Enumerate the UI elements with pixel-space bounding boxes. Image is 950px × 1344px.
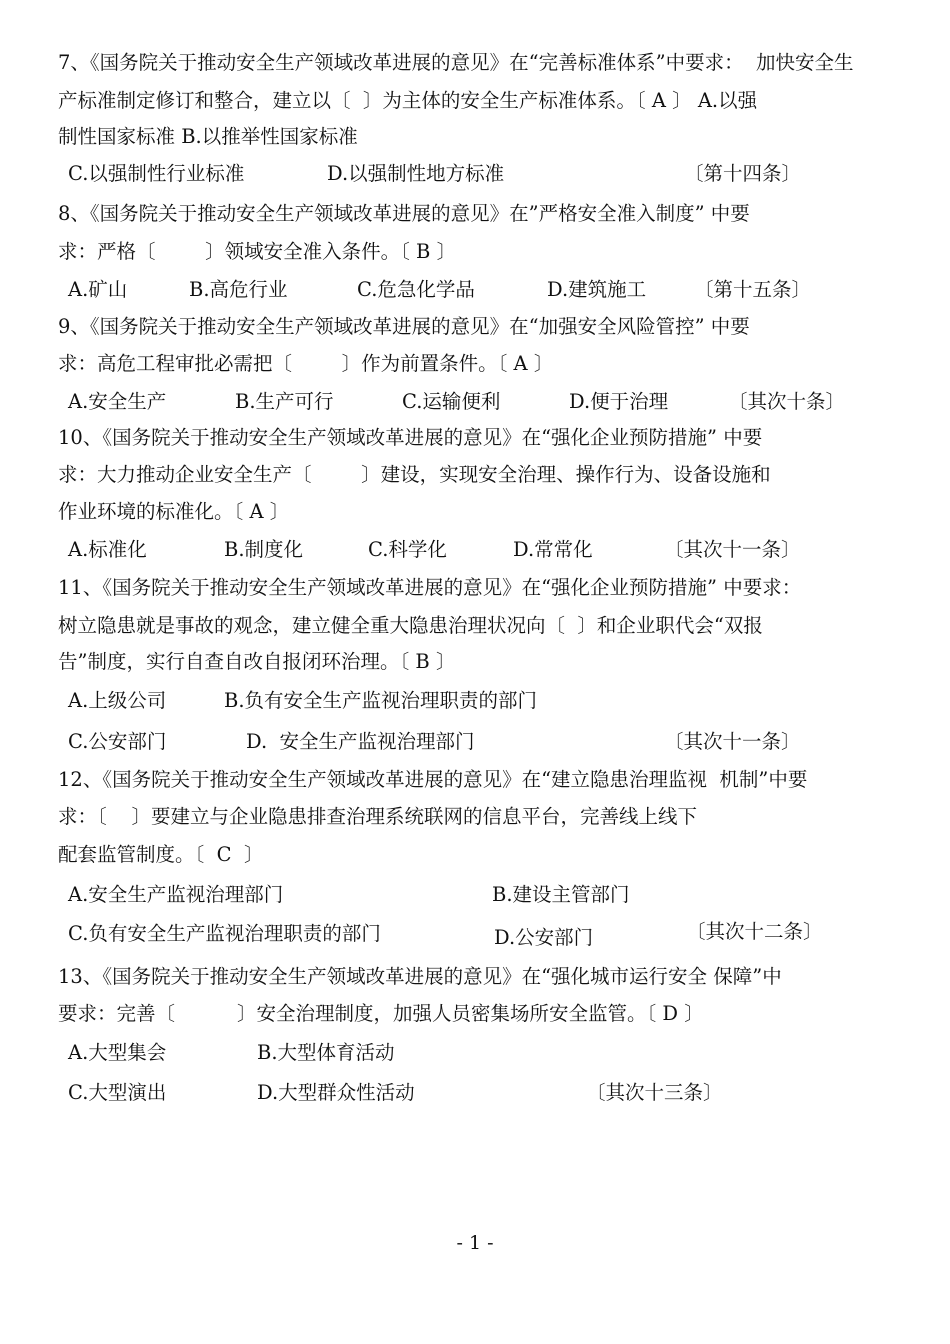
question-12-option-a: A.安全生产监视治理部门 bbox=[68, 883, 284, 906]
question-11-option-a: A.上级公司 bbox=[68, 689, 167, 712]
question-10-option-a: A.标准化 bbox=[68, 538, 147, 561]
question-12-article: 〔其次十二条〕 bbox=[686, 920, 823, 943]
question-7-line-1: 7、《国务院关于推动安全生产领域改革进展的意见》在“完善标准体系”中要求： 加快安全生 bbox=[58, 51, 854, 74]
question-10-line-1: 10、《国务院关于推动安全生产领域改革进展的意见》在“强化企业预防措施” 中要 bbox=[58, 426, 763, 449]
question-8-line-1: 8、《国务院关于推动安全生产领域改革进展的意见》在”严格安全准入制度” 中要 bbox=[58, 202, 750, 225]
question-7-option-c: C.以强制性行业标准 bbox=[68, 162, 245, 185]
question-7-line-2: 产标准制定修订和整合，建立以〔 〕为主体的安全生产标准体系。〔 A 〕 A.以强 bbox=[58, 89, 758, 112]
question-10-option-d: D.常常化 bbox=[513, 538, 593, 561]
question-13-line-2: 要求：完善〔 〕安全治理制度，加强人员密集场所安全监管。〔 D 〕 bbox=[58, 1002, 704, 1025]
question-10-article: 〔其次十一条〕 bbox=[664, 538, 801, 561]
question-8-article: 〔第十五条〕 bbox=[694, 278, 812, 301]
question-7-option-d: D.以强制性地方标准 bbox=[327, 162, 505, 185]
question-9-article: 〔其次十条〕 bbox=[728, 390, 846, 413]
question-12-line-3: 配套监管制度。〔 C 〕 bbox=[58, 843, 264, 866]
question-10-line-3: 作业环境的标准化。〔 A 〕 bbox=[58, 500, 290, 523]
question-13-option-b: B.大型体育活动 bbox=[257, 1041, 395, 1064]
question-13-option-a: A.大型集会 bbox=[68, 1041, 167, 1064]
question-9-option-c: C.运输便利 bbox=[402, 390, 501, 413]
question-8-line-2: 求：严格〔 〕领域安全准入条件。〔 B 〕 bbox=[58, 240, 457, 263]
question-9-option-d: D.便于治理 bbox=[569, 390, 669, 413]
question-9-option-b: B.生产可行 bbox=[235, 390, 334, 413]
question-9-line-1: 9、《国务院关于推动安全生产领域改革进展的意见》在“加强安全风险管控” 中要 bbox=[58, 315, 750, 338]
question-8-option-a: A.矿山 bbox=[68, 278, 128, 301]
question-12-option-d: D.公安部门 bbox=[494, 926, 594, 949]
question-7-article: 〔第十四条〕 bbox=[684, 162, 802, 185]
question-7-line-3: 制性国家标准 B.以推举性国家标准 bbox=[58, 125, 358, 148]
question-8-option-d: D.建筑施工 bbox=[547, 278, 647, 301]
question-11-article: 〔其次十一条〕 bbox=[664, 730, 801, 753]
page-number: - 1 - bbox=[456, 1232, 494, 1254]
question-11-option-c: C.公安部门 bbox=[68, 730, 167, 753]
question-11-line-1: 11、《国务院关于推动安全生产领域改革进展的意见》在“强化企业预防措施” 中要求： bbox=[58, 576, 802, 599]
question-12-line-1: 12、《国务院关于推动安全生产领域改革进展的意见》在“建立隐患治理监视 机制”中要 bbox=[58, 768, 808, 791]
question-13-article: 〔其次十三条〕 bbox=[586, 1081, 723, 1104]
question-10-option-b: B.制度化 bbox=[224, 538, 304, 561]
question-11-option-d: D. 安全生产监视治理部门 bbox=[246, 730, 475, 753]
question-13-line-1: 13、《国务院关于推动安全生产领域改革进展的意见》在“强化城市运行安全 保障”中 bbox=[58, 965, 782, 988]
question-10-option-c: C.科学化 bbox=[368, 538, 447, 561]
question-13-option-d: D.大型群众性活动 bbox=[257, 1081, 415, 1104]
question-8-option-c: C.危急化学品 bbox=[357, 278, 475, 301]
question-8-option-b: B.高危行业 bbox=[189, 278, 288, 301]
question-9-option-a: A.安全生产 bbox=[68, 390, 167, 413]
question-13-option-c: C.大型演出 bbox=[68, 1081, 167, 1104]
question-12-option-b: B.建设主管部门 bbox=[492, 883, 630, 906]
question-11-option-b: B.负有安全生产监视治理职责的部门 bbox=[224, 689, 538, 712]
question-11-line-2: 树立隐患就是事故的观念，建立健全重大隐患治理状况向〔 〕和企业职代会“双报 bbox=[58, 614, 763, 637]
question-11-line-3: 告”制度，实行自查自改自报闭环治理。〔 B 〕 bbox=[58, 650, 456, 673]
question-10-line-2: 求：大力推动企业安全生产〔 〕建设，实现安全治理、操作行为、设备设施和 bbox=[58, 463, 771, 486]
question-12-option-c: C.负有安全生产监视治理职责的部门 bbox=[68, 922, 381, 945]
question-12-line-2: 求：〔 〕要建立与企业隐患排查治理系统联网的信息平台，完善线上线下 bbox=[58, 805, 698, 828]
question-9-line-2: 求：高危工程审批必需把〔 〕作为前置条件。〔 A 〕 bbox=[58, 352, 554, 375]
